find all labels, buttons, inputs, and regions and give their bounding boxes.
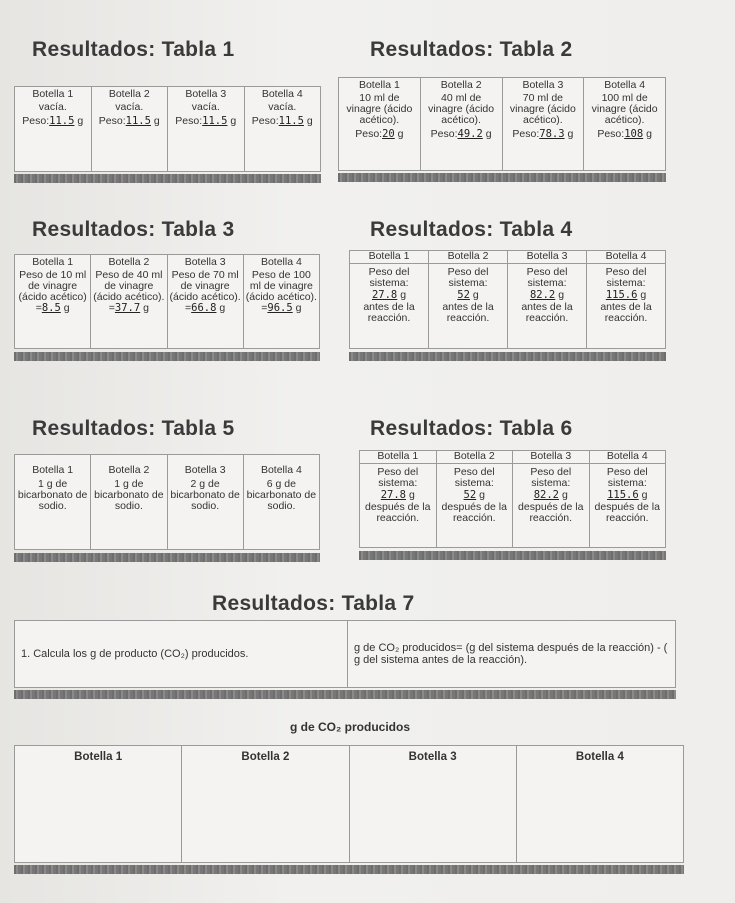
weight-line	[352, 290, 426, 301]
weight-line	[246, 303, 317, 314]
weight-line	[586, 129, 663, 140]
cell-description: vacía.	[268, 101, 297, 113]
weight-line	[362, 490, 434, 501]
weight-value: 11.5	[125, 115, 151, 127]
table-1	[14, 86, 321, 172]
weight-value: 37.7	[114, 302, 141, 314]
cell-description: Peso del sistema:	[447, 266, 489, 289]
cell-description: después de la reacción.	[365, 501, 431, 524]
table-1-title: Resultados: Tabla 1	[32, 38, 235, 61]
weight-line	[515, 490, 587, 501]
cell-description: después de la reacción.	[594, 501, 660, 524]
cell-description: vacía.	[38, 101, 67, 113]
table-4	[349, 250, 666, 349]
divider-bar	[14, 174, 321, 183]
table-7-formula: g de CO₂ producidos= (g del sistema después de la reacción) - ( g del sistema antes de la reacción).	[348, 621, 676, 688]
cell-description: antes de la reacción.	[600, 301, 652, 324]
table-cell	[91, 87, 168, 172]
weight-unit: g	[63, 302, 70, 314]
bottle-label: Botella 3	[513, 451, 589, 464]
bottle-label: Botella 4	[575, 751, 624, 763]
bottle-label: Botella 4	[587, 251, 665, 264]
bottle-label: Botella 1	[74, 751, 123, 763]
table-cell	[429, 251, 508, 349]
weight-line	[431, 290, 505, 301]
table-3	[14, 254, 320, 349]
co2-caption: g de CO₂ producidos	[290, 720, 410, 734]
table-7-instruction: 1. Calcula los g de producto (CO₂) producidos.	[15, 621, 348, 688]
cell-description: vacía.	[191, 101, 220, 113]
cell-description: vacía.	[115, 101, 144, 113]
table-cell	[508, 251, 587, 349]
bottle-label: Botella 3	[184, 256, 226, 268]
table-cell	[243, 255, 319, 349]
weight-unit: g	[295, 302, 302, 314]
divider-bar	[338, 173, 666, 182]
weight-line	[170, 116, 242, 127]
bottle-label: Botella 4	[260, 256, 302, 268]
table-cell	[15, 455, 91, 550]
table-5-title: Resultados: Tabla 5	[32, 417, 235, 440]
weight-unit: g	[567, 128, 574, 140]
weight-line	[439, 490, 511, 501]
cell-description: 2 g de bicarbonato de sodio.	[170, 478, 240, 512]
bottle-label: Botella 1	[32, 256, 74, 268]
divider-bar	[14, 352, 320, 361]
weight-unit: g	[77, 115, 84, 127]
weight-unit: g	[408, 489, 415, 501]
weight-value: 82.2	[529, 289, 556, 301]
table-cell	[91, 455, 167, 550]
weight-value: 52	[457, 289, 470, 301]
cell-description: Peso del sistema:	[605, 266, 647, 289]
weight-unit: g	[472, 289, 479, 301]
weight-value: 78.3	[539, 128, 565, 140]
bottle-label: Botella 2	[108, 88, 150, 100]
weight-value: 49.2	[457, 128, 483, 140]
weight-unit: g	[641, 489, 648, 501]
cell-description: 6 g de bicarbonato de sodio.	[246, 478, 317, 512]
weight-unit: g	[143, 302, 149, 314]
table-3-title: Resultados: Tabla 3	[32, 218, 235, 241]
divider-bar	[14, 865, 684, 874]
cell-description: Peso de 10 ml de vinagre (ácido acético)	[18, 269, 87, 303]
table-cell	[502, 78, 584, 171]
weight-line	[247, 116, 319, 127]
table-cell	[513, 451, 590, 548]
bottle-label: Botella 1	[32, 464, 74, 476]
equals-sign: =	[35, 302, 42, 314]
cell-description: después de la reacción.	[441, 501, 507, 524]
weight-line	[510, 290, 584, 301]
weight-unit: g	[558, 289, 565, 301]
cell-description: 100 ml de vinagre (ácido acético).	[591, 92, 658, 126]
weight-label: Peso:	[430, 128, 458, 140]
bottle-label: Botella 3	[184, 464, 226, 476]
table-cell	[167, 455, 243, 550]
divider-bar	[14, 553, 320, 562]
bottle-label: Botella 3	[508, 251, 586, 264]
weight-value: 115.6	[607, 489, 639, 501]
cell-description: 1 g de bicarbonato de sodio.	[94, 478, 164, 512]
weight-label: Peso:	[22, 115, 50, 127]
cell-description: 1 g de bicarbonato de sodio.	[17, 478, 88, 512]
weight-unit: g	[153, 115, 160, 127]
bottle-label: Botella 4	[260, 464, 302, 476]
table-cell	[350, 251, 429, 349]
cell-description: Peso de 40 ml de vinagre (ácido acético).	[93, 269, 165, 303]
weight-unit: g	[219, 302, 226, 314]
weight-line	[170, 303, 241, 314]
divider-bar	[359, 551, 666, 560]
weight-label: Peso:	[98, 115, 126, 127]
table-cell	[589, 451, 666, 548]
cell-description: Peso de 100 ml de vinagre (ácido acético).	[245, 269, 317, 303]
bottle-label: Botella 2	[429, 251, 507, 264]
divider-bar	[14, 690, 676, 699]
weight-line	[589, 290, 663, 301]
table-cell	[15, 255, 91, 349]
table-cell	[168, 87, 245, 172]
table-cell	[349, 746, 516, 863]
weight-value: 27.8	[371, 289, 398, 301]
table-7-title: Resultados: Tabla 7	[212, 592, 415, 615]
table-cell	[420, 78, 502, 171]
table-7	[14, 620, 676, 688]
bottle-label: Botella 3	[185, 88, 227, 100]
weight-label: Peso:	[175, 115, 203, 127]
table-2	[338, 77, 666, 171]
table-5	[14, 454, 320, 550]
table-4-title: Resultados: Tabla 4	[370, 218, 573, 241]
cell-description: Peso del sistema:	[377, 466, 419, 489]
weight-value: 8.5	[41, 302, 61, 314]
bottle-label: Botella 1	[358, 79, 400, 91]
weight-line	[341, 129, 418, 140]
weight-line	[505, 129, 582, 140]
cell-description: 10 ml de vinagre (ácido acético).	[346, 92, 413, 126]
cell-description: Peso del sistema:	[453, 466, 495, 489]
cell-description: Peso de 70 ml de vinagre (ácido acético).	[169, 269, 241, 303]
table-cell	[360, 451, 437, 548]
table-cell	[91, 255, 167, 349]
weight-unit: g	[397, 128, 404, 140]
divider-bar	[349, 352, 666, 361]
bottle-label: Botella 1	[32, 88, 74, 100]
table-cell	[244, 87, 321, 172]
table-2-title: Resultados: Tabla 2	[370, 38, 573, 61]
bottle-label: Botella 3	[522, 79, 564, 91]
weight-value: 66.8	[191, 302, 217, 314]
cell-description: 70 ml de vinagre (ácido acético).	[509, 92, 576, 126]
weight-value: 52	[463, 489, 477, 501]
equals-sign: =	[108, 302, 115, 314]
bottle-label: Botella 1	[360, 451, 436, 464]
weight-label: Peso:	[251, 115, 279, 127]
table-cell	[182, 746, 349, 863]
bottle-label: Botella 2	[440, 79, 482, 91]
weight-value: 96.5	[267, 302, 293, 314]
weight-line	[94, 116, 166, 127]
bottle-label: Botella 4	[261, 88, 303, 100]
weight-unit: g	[230, 115, 237, 127]
cell-description: antes de la reacción.	[442, 301, 494, 324]
weight-value: 82.2	[533, 489, 560, 501]
weight-label: Peso:	[355, 128, 383, 140]
weight-value: 115.6	[605, 289, 638, 301]
weight-value: 11.5	[202, 115, 228, 127]
bottle-label: Botella 1	[350, 251, 428, 264]
weight-unit: g	[485, 128, 492, 140]
cell-description: después de la reacción.	[518, 501, 584, 524]
cell-description: Peso del sistema:	[606, 466, 648, 489]
weight-unit: g	[400, 289, 407, 301]
table-cell	[243, 455, 319, 550]
table-cell	[339, 78, 421, 171]
weight-unit: g	[479, 489, 485, 501]
cell-description: antes de la reacción.	[363, 301, 415, 324]
table-cell	[584, 78, 666, 171]
table-cell	[15, 87, 92, 172]
bottle-label: Botella 2	[108, 256, 150, 268]
equals-sign: =	[261, 302, 268, 314]
weight-line	[17, 303, 88, 314]
cell-description: Peso del sistema:	[526, 266, 568, 289]
table-cell	[516, 746, 683, 863]
weight-value: 108	[624, 128, 644, 140]
table-cell	[167, 255, 243, 349]
weight-value: 27.8	[380, 489, 407, 501]
bottle-label: Botella 3	[408, 751, 457, 763]
weight-unit: g	[306, 115, 313, 127]
equals-sign: =	[185, 302, 192, 314]
weight-line	[423, 129, 500, 140]
weight-unit: g	[646, 128, 652, 140]
cell-description: antes de la reacción.	[521, 301, 573, 324]
bottle-label: Botella 4	[590, 451, 666, 464]
cell-description: Peso del sistema:	[530, 466, 572, 489]
weight-label: Peso:	[512, 128, 540, 140]
table-cell	[15, 746, 182, 863]
table-6-title: Resultados: Tabla 6	[370, 417, 573, 440]
weight-value: 11.5	[49, 115, 75, 127]
bottle-label: Botella 2	[108, 464, 150, 476]
weight-line	[93, 303, 164, 314]
bottle-label: Botella 4	[604, 79, 646, 91]
weight-unit: g	[561, 489, 568, 501]
co2-table	[14, 745, 684, 863]
table-cell	[587, 251, 666, 349]
table-6	[359, 450, 666, 548]
bottle-label: Botella 2	[437, 451, 513, 464]
weight-value: 11.5	[278, 115, 304, 127]
bottle-label: Botella 2	[241, 751, 290, 763]
table-cell	[436, 451, 513, 548]
cell-description: Peso del sistema:	[368, 266, 410, 289]
weight-line	[17, 116, 89, 127]
cell-description: 40 ml de vinagre (ácido acético).	[428, 92, 495, 126]
weight-label: Peso:	[597, 128, 625, 140]
weight-unit: g	[640, 289, 647, 301]
weight-line	[592, 490, 664, 501]
weight-value: 20	[382, 128, 395, 140]
